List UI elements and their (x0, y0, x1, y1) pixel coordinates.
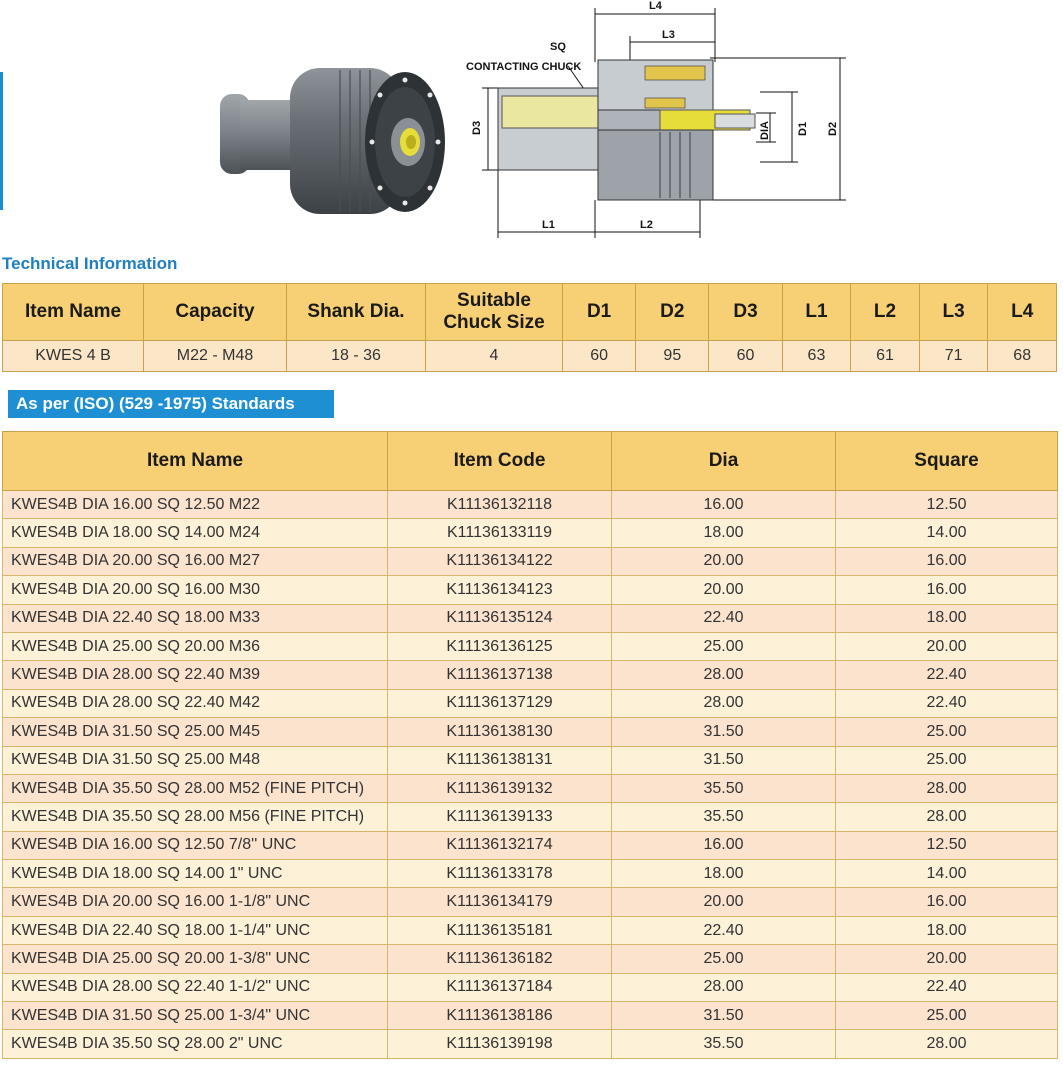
tech-cell: 63 (782, 341, 851, 372)
item-code-cell: K11136133178 (388, 860, 612, 888)
item-code-cell: K11136135124 (388, 604, 612, 632)
table-row (3, 973, 1058, 1001)
square-cell: 22.40 (836, 973, 1058, 1001)
table-row (3, 860, 1058, 888)
dia-cell: 35.50 (612, 803, 836, 831)
dim-d1: D1 (797, 121, 809, 136)
tech-cell: 61 (851, 341, 920, 372)
table-row (3, 945, 1058, 973)
table-row (3, 1030, 1058, 1058)
dia-cell: 25.00 (612, 632, 836, 660)
tech-header-cell: Item Name (3, 284, 144, 341)
dim-d3: D3 (471, 120, 483, 135)
square-cell: 25.00 (836, 718, 1058, 746)
tech-header-cell: D1 (563, 284, 636, 341)
item-code-cell: K11136136125 (388, 632, 612, 660)
tech-cell: 95 (636, 341, 709, 372)
item-name-cell: KWES4B DIA 35.50 SQ 28.00 M56 (FINE PITCH) (3, 803, 388, 831)
square-cell: 14.00 (836, 860, 1058, 888)
item-header-cell: Square (836, 432, 1058, 491)
dia-cell: 20.00 (612, 888, 836, 916)
technical-header-row (3, 284, 1057, 341)
tech-header-cell: Suitable Chuck Size (426, 284, 563, 341)
dia-cell: 22.40 (612, 916, 836, 944)
square-cell: 20.00 (836, 632, 1058, 660)
item-name-cell: KWES4B DIA 25.00 SQ 20.00 M36 (3, 632, 388, 660)
contacting-chuck-label: CONTACTING CHUCK (466, 61, 582, 73)
square-cell: 16.00 (836, 547, 1058, 575)
table-row (3, 491, 1058, 519)
table-row (3, 604, 1058, 632)
dia-cell: 31.50 (612, 718, 836, 746)
item-header-cell: Item Code (388, 432, 612, 491)
table-row (3, 831, 1058, 859)
dia-cell: 22.40 (612, 604, 836, 632)
tech-cell: M22 - M48 (144, 341, 287, 372)
dim-d2: D2 (827, 121, 839, 136)
item-table (2, 431, 1058, 1059)
item-name-cell: KWES4B DIA 20.00 SQ 16.00 M30 (3, 576, 388, 604)
dia-cell: 28.00 (612, 689, 836, 717)
table-row (3, 746, 1058, 774)
item-code-cell: K11136138130 (388, 718, 612, 746)
dia-cell: 25.00 (612, 945, 836, 973)
item-code-cell: K11136138131 (388, 746, 612, 774)
item-name-cell: KWES4B DIA 28.00 SQ 22.40 1-1/2" UNC (3, 973, 388, 1001)
table-row (3, 718, 1058, 746)
item-name-cell: KWES4B DIA 28.00 SQ 22.40 M42 (3, 689, 388, 717)
table-row (3, 632, 1058, 660)
table-row (3, 689, 1058, 717)
dim-l4: L4 (649, 0, 662, 12)
dia-cell: 20.00 (612, 547, 836, 575)
item-header-row (3, 432, 1058, 491)
dia-cell: 31.50 (612, 1002, 836, 1030)
tech-header-cell: Capacity (144, 284, 287, 341)
tech-cell: 68 (988, 341, 1057, 372)
item-code-cell: K11136137129 (388, 689, 612, 717)
item-name-cell: KWES4B DIA 20.00 SQ 16.00 M27 (3, 547, 388, 575)
item-code-cell: K11136134122 (388, 547, 612, 575)
item-name-cell: KWES4B DIA 22.40 SQ 18.00 M33 (3, 604, 388, 632)
item-name-cell: KWES4B DIA 35.50 SQ 28.00 2" UNC (3, 1030, 388, 1058)
tech-header-cell: L1 (782, 284, 851, 341)
accent-bar (0, 72, 3, 210)
item-name-cell: KWES4B DIA 31.50 SQ 25.00 M48 (3, 746, 388, 774)
standards-badge: As per (ISO) (529 -1975) Standards (8, 390, 334, 418)
item-name-cell: KWES4B DIA 20.00 SQ 16.00 1-1/8" UNC (3, 888, 388, 916)
item-code-cell: K11136137138 (388, 661, 612, 689)
dia-cell: 16.00 (612, 491, 836, 519)
technical-information-title: Technical Information (2, 254, 178, 273)
item-name-cell: KWES4B DIA 31.50 SQ 25.00 M45 (3, 718, 388, 746)
table-row (3, 661, 1058, 689)
table-row (3, 576, 1058, 604)
item-code-cell: K11136136182 (388, 945, 612, 973)
square-cell: 14.00 (836, 519, 1058, 547)
item-name-cell: KWES4B DIA 18.00 SQ 14.00 M24 (3, 519, 388, 547)
table-row (3, 916, 1058, 944)
tech-header-cell: D3 (709, 284, 782, 341)
dia-cell: 18.00 (612, 519, 836, 547)
item-name-cell: KWES4B DIA 16.00 SQ 12.50 7/8'' UNC (3, 831, 388, 859)
item-name-cell: KWES4B DIA 18.00 SQ 14.00 1" UNC (3, 860, 388, 888)
item-header-cell: Item Name (3, 432, 388, 491)
table-row (3, 888, 1058, 916)
square-cell: 25.00 (836, 1002, 1058, 1030)
table-row (3, 519, 1058, 547)
item-header-cell: Dia (612, 432, 836, 491)
item-name-cell: KWES4B DIA 22.40 SQ 18.00 1-1/4" UNC (3, 916, 388, 944)
square-cell: 28.00 (836, 803, 1058, 831)
item-code-cell: K11136134123 (388, 576, 612, 604)
square-cell: 22.40 (836, 689, 1058, 717)
technical-table (2, 283, 1057, 372)
item-code-cell: K11136138186 (388, 1002, 612, 1030)
tech-header-cell: L3 (919, 284, 988, 341)
dia-cell: 35.50 (612, 1030, 836, 1058)
dim-l3: L3 (662, 29, 675, 41)
dim-sq: SQ (550, 41, 566, 53)
dia-cell: 16.00 (612, 831, 836, 859)
tech-cell: 60 (563, 341, 636, 372)
square-cell: 28.00 (836, 1030, 1058, 1058)
dim-l1: L1 (542, 219, 555, 231)
item-code-cell: K11136134179 (388, 888, 612, 916)
item-code-cell: K11136139133 (388, 803, 612, 831)
product-photo (210, 60, 450, 220)
table-row (3, 774, 1058, 802)
item-code-cell: K11136135181 (388, 916, 612, 944)
technical-data-row (3, 341, 1057, 372)
item-code-cell: K11136137184 (388, 973, 612, 1001)
square-cell: 18.00 (836, 916, 1058, 944)
item-name-cell: KWES4B DIA 28.00 SQ 22.40 M39 (3, 661, 388, 689)
item-code-cell: K11136132174 (388, 831, 612, 859)
tech-header-cell: L4 (988, 284, 1057, 341)
dia-cell: 20.00 (612, 576, 836, 604)
dia-cell: 31.50 (612, 746, 836, 774)
dia-cell: 28.00 (612, 973, 836, 1001)
table-row (3, 547, 1058, 575)
tech-cell: 4 (426, 341, 563, 372)
item-name-cell: KWES4B DIA 35.50 SQ 28.00 M52 (FINE PITCH) (3, 774, 388, 802)
item-code-cell: K11136132118 (388, 491, 612, 519)
item-code-cell: K11136139198 (388, 1030, 612, 1058)
item-code-cell: K11136139132 (388, 774, 612, 802)
tech-header-cell: D2 (636, 284, 709, 341)
dim-dia: DIA (759, 121, 771, 140)
square-cell: 16.00 (836, 888, 1058, 916)
square-cell: 16.00 (836, 576, 1058, 604)
item-name-cell: KWES4B DIA 25.00 SQ 20.00 1-3/8" UNC (3, 945, 388, 973)
square-cell: 12.50 (836, 831, 1058, 859)
item-code-cell: K11136133119 (388, 519, 612, 547)
tech-cell: KWES 4 B (3, 341, 144, 372)
technical-drawing (460, 0, 860, 240)
square-cell: 22.40 (836, 661, 1058, 689)
tech-cell: 71 (919, 341, 988, 372)
tech-header-cell: Shank Dia. (287, 284, 426, 341)
dia-cell: 35.50 (612, 774, 836, 802)
tech-cell: 60 (709, 341, 782, 372)
tech-cell: 18 - 36 (287, 341, 426, 372)
dim-l2: L2 (640, 219, 653, 231)
dia-cell: 28.00 (612, 661, 836, 689)
square-cell: 28.00 (836, 774, 1058, 802)
square-cell: 20.00 (836, 945, 1058, 973)
item-table-body (3, 491, 1058, 1059)
dia-cell: 18.00 (612, 860, 836, 888)
square-cell: 12.50 (836, 491, 1058, 519)
item-name-cell: KWES4B DIA 16.00 SQ 12.50 M22 (3, 491, 388, 519)
square-cell: 25.00 (836, 746, 1058, 774)
item-name-cell: KWES4B DIA 31.50 SQ 25.00 1-3/4" UNC (3, 1002, 388, 1030)
square-cell: 18.00 (836, 604, 1058, 632)
table-row (3, 1002, 1058, 1030)
tech-header-cell: L2 (851, 284, 920, 341)
table-row (3, 803, 1058, 831)
